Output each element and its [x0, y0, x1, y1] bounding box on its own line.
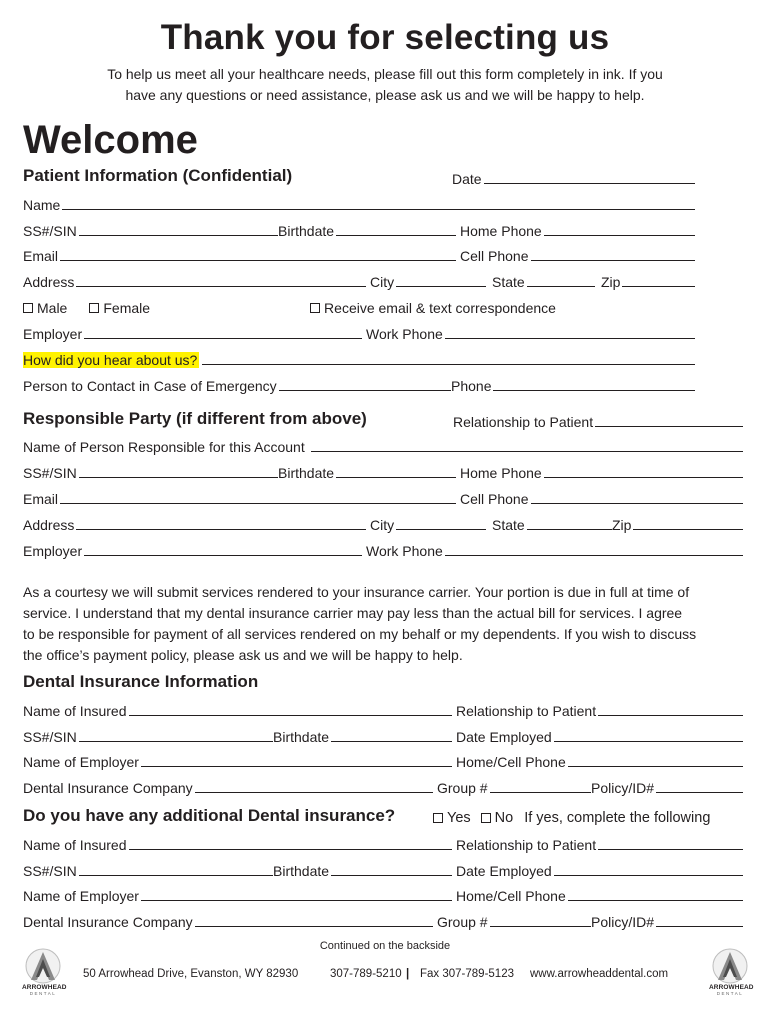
insured-birthdate-field[interactable]: Birthdate: [273, 729, 452, 745]
patient-zip-field[interactable]: Zip: [601, 274, 695, 290]
footer-separator: |: [406, 968, 410, 980]
responsible-city-field[interactable]: City: [370, 517, 486, 533]
patient-home-phone-field[interactable]: Home Phone: [460, 223, 695, 239]
page-title: Thank you for selecting us: [160, 18, 610, 57]
patient-employer-field[interactable]: Employer: [23, 326, 362, 342]
patient-row-ss: [23, 221, 695, 239]
patient-ss-field[interactable]: SS#/SIN: [23, 223, 278, 239]
additional-row-employer: [23, 886, 743, 904]
patient-state-field[interactable]: State: [492, 274, 595, 290]
responsible-heading: Responsible Party (if different from above): [23, 409, 367, 428]
additional-insurance-options: [433, 808, 745, 826]
intro-text: [40, 64, 730, 106]
responsible-birthdate-field[interactable]: Birthdate: [278, 465, 456, 481]
patient-birthdate-field[interactable]: Birthdate: [278, 223, 456, 239]
responsible-row-email: [23, 489, 743, 507]
responsible-work-phone-field[interactable]: Work Phone: [366, 543, 743, 559]
additional-row-company: [23, 912, 743, 930]
responsible-zip-field[interactable]: Zip: [612, 517, 743, 533]
additional-row-insured: [23, 835, 743, 853]
patient-email-field[interactable]: Email: [23, 248, 456, 264]
patient-cell-phone-field[interactable]: Cell Phone: [460, 248, 695, 264]
insured-date-employed-field[interactable]: Date Employed: [456, 729, 743, 745]
insured-home-cell-field[interactable]: Home/Cell Phone: [456, 754, 743, 770]
patient-date-label: Date: [452, 171, 482, 187]
checkbox-square-icon: [481, 813, 491, 823]
emergency-contact-field[interactable]: Person to Contact in Case of Emergency: [23, 378, 451, 394]
female-checkbox[interactable]: Female: [89, 300, 150, 316]
additional-birthdate-field[interactable]: Birthdate: [273, 863, 452, 879]
additional-row-ss: [23, 861, 743, 879]
responsible-cell-phone-field[interactable]: Cell Phone: [460, 491, 743, 507]
insurance-courtesy-paragraph: As a courtesy we will submit services rendered to your insurance carrier. Your portion is due in full at time of service. I understand that my dental insurance carrier may pay less than the actual bill for services. I agree to be responsible for payment of all services rendered on my behalf or my dependents. If you wish to discuss the office’s payment policy, please ask us and we will be happy to help.: [23, 584, 697, 663]
responsible-ss-field[interactable]: SS#/SIN: [23, 465, 278, 481]
footer-address: 50 Arrowhead Drive, Evanston, WY 82930: [83, 968, 299, 980]
emergency-phone-field[interactable]: Phone: [451, 378, 695, 394]
correspondence-checkbox[interactable]: Receive email & text correspondence: [310, 300, 556, 316]
insurance-policy-field[interactable]: Policy/ID#: [591, 780, 743, 796]
responsible-state-field[interactable]: State: [492, 517, 612, 533]
additional-date-employed-field[interactable]: Date Employed: [456, 863, 743, 879]
intro-line-2: have any questions or need assistance, please ask us and we will be happy to help.: [125, 87, 645, 103]
patient-heading: Patient Information (Confidential): [23, 166, 293, 185]
arrowhead-logo-icon: [712, 948, 748, 984]
insurance-row-company: [23, 778, 743, 796]
additional-insured-name-field[interactable]: Name of Insured: [23, 837, 452, 853]
welcome-heading: Welcome: [23, 118, 198, 162]
insurance-row-insured: [23, 701, 743, 719]
additional-employer-field[interactable]: Name of Employer: [23, 888, 452, 904]
insurance-company-field[interactable]: Dental Insurance Company: [23, 780, 433, 796]
responsible-row-ss: [23, 463, 743, 481]
responsible-row-address: [23, 515, 743, 533]
additional-relationship-field[interactable]: Relationship to Patient: [456, 837, 743, 853]
patient-row-emergency: [23, 376, 695, 394]
responsible-person-field[interactable]: Name of Person Responsible for this Account: [23, 437, 743, 455]
checkbox-square-icon: [310, 303, 320, 313]
checkbox-square-icon: [433, 813, 443, 823]
arrowhead-logo-icon: [25, 948, 61, 984]
male-checkbox[interactable]: Male: [23, 300, 67, 316]
additional-home-cell-field[interactable]: Home/Cell Phone: [456, 888, 743, 904]
patient-name-field[interactable]: [23, 195, 695, 213]
insured-employer-field[interactable]: Name of Employer: [23, 754, 452, 770]
insured-relationship-field[interactable]: Relationship to Patient: [456, 703, 743, 719]
patient-row-address: [23, 272, 695, 290]
responsible-relationship-field[interactable]: Relationship to Patient: [453, 412, 743, 430]
patient-address-field[interactable]: Address: [23, 274, 366, 290]
insurance-group-field[interactable]: Group #: [437, 780, 591, 796]
additional-company-field[interactable]: Dental Insurance Company: [23, 914, 433, 930]
if-yes-note: If yes, complete the following: [524, 810, 711, 826]
arrowhead-logo-left: [22, 948, 67, 1000]
insurance-row-employer: [23, 752, 743, 770]
footer-website-link[interactable]: www.arrowheaddental.com: [530, 968, 669, 980]
logo-wordmark: ARROWHEAD: [22, 984, 67, 991]
responsible-home-phone-field[interactable]: Home Phone: [460, 465, 743, 481]
patient-row-checkboxes: [23, 298, 695, 316]
insurance-row-ss: [23, 727, 743, 745]
additional-insurance-heading: Do you have any additional Dental insurance?: [23, 806, 396, 825]
patient-date-field[interactable]: [452, 169, 695, 187]
additional-no-checkbox[interactable]: No: [481, 810, 514, 826]
footer-fax: Fax 307-789-5123: [420, 968, 514, 980]
additional-yes-checkbox[interactable]: Yes: [433, 810, 471, 826]
footer-phone: 307-789-5210: [330, 968, 402, 980]
additional-group-field[interactable]: Group #: [437, 914, 591, 930]
responsible-row-employer: [23, 541, 743, 559]
hear-about-label: How did you hear about us?: [23, 352, 198, 368]
checkbox-square-icon: [89, 303, 99, 313]
hear-about-field[interactable]: [23, 350, 695, 368]
additional-ss-field[interactable]: SS#/SIN: [23, 863, 273, 879]
patient-city-field[interactable]: City: [370, 274, 486, 290]
logo-subtitle: DENTAL: [29, 991, 57, 996]
continued-note: Continued on the backside: [319, 940, 451, 952]
insured-ss-field[interactable]: SS#/SIN: [23, 729, 273, 745]
checkbox-square-icon: [23, 303, 33, 313]
patient-work-phone-field[interactable]: Work Phone: [366, 326, 695, 342]
responsible-email-field[interactable]: Email: [23, 491, 456, 507]
insured-name-field[interactable]: Name of Insured: [23, 703, 452, 719]
insurance-heading: Dental Insurance Information: [23, 672, 259, 691]
logo-subtitle: DENTAL: [716, 991, 744, 996]
arrowhead-logo-right: [709, 948, 754, 1000]
patient-name-label: Name: [23, 197, 61, 213]
patient-row-email: [23, 246, 695, 264]
responsible-employer-field[interactable]: Employer: [23, 543, 362, 559]
logo-wordmark: ARROWHEAD: [709, 984, 754, 991]
intro-line-1: To help us meet all your healthcare needs, please fill out this form completely in ink. If you: [107, 66, 663, 82]
additional-policy-field[interactable]: Policy/ID#: [591, 914, 743, 930]
patient-row-employer: [23, 324, 695, 342]
responsible-address-field[interactable]: Address: [23, 517, 366, 533]
